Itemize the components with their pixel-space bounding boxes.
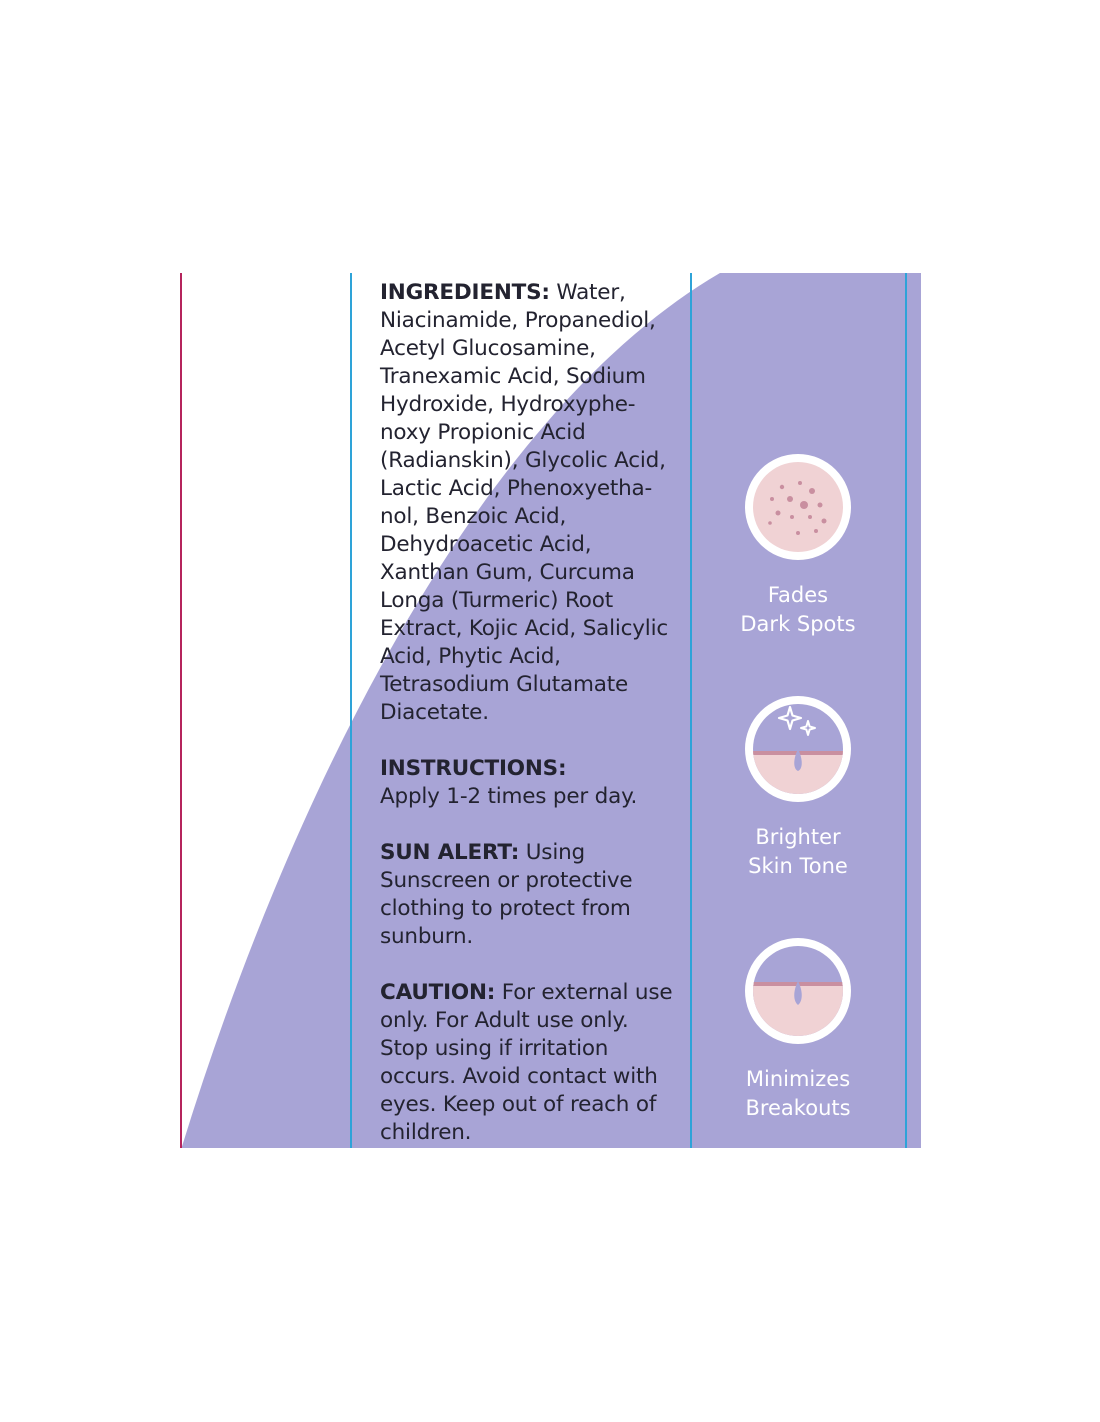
benefit-caption: Minimizes Breakouts <box>745 1067 851 1120</box>
benefit-minimizes-breakouts <box>740 935 856 1123</box>
instructions-text: Apply 1-2 times per day. <box>380 784 638 809</box>
ingredients-text: Water, Niacinamide, Propanediol, Acetyl Glucosamine, Tranexamic Acid, Sodium Hydroxide, Hydroxyphe-noxy Propionic Acid (Radianskin), Glycolic Acid, Lactic Acid, Phenoxyetha-nol, Benzoic Acid, Dehydroacetic Acid, Xanthan Gum, Curcuma Longa (Turmeric) Root Extract, Kojic Acid, Salicylic Acid, Phytic Acid, Tetrasodium Glutamate Diacetate. <box>380 280 668 725</box>
ingredients-label: INGREDIENTS: <box>380 280 550 305</box>
instructions-section <box>380 755 680 811</box>
sun-alert-text: Using Sunscreen or protective clothing to protect from sunburn. <box>380 840 633 949</box>
pore-icon <box>742 935 854 1047</box>
trim-line-left <box>180 273 182 1148</box>
ingredients-section <box>380 279 680 727</box>
sun-alert-label: SUN ALERT: <box>380 840 520 865</box>
product-label-panel <box>180 273 921 1148</box>
benefit-fades-dark-spots <box>740 451 856 639</box>
fold-line-1 <box>350 273 352 1148</box>
benefit-brighter-skin-tone <box>740 693 856 881</box>
fold-line-3 <box>905 273 907 1148</box>
fold-line-2 <box>690 273 692 1148</box>
instructions-label: INSTRUCTIONS: <box>380 756 567 781</box>
sparkle-skin-icon <box>742 693 854 805</box>
benefit-caption: Fades Dark Spots <box>740 583 856 636</box>
caution-text: For external use only. For Adult use only. Stop using if irritation occurs. Avoid contact with eyes. Keep out of reach of children. <box>380 980 673 1145</box>
dark-spots-icon <box>742 451 854 563</box>
caution-section <box>380 979 680 1147</box>
label-text-column <box>380 279 680 1148</box>
benefit-caption: Brighter Skin Tone <box>748 825 848 878</box>
sun-alert-section <box>380 839 680 951</box>
caution-label: CAUTION: <box>380 980 496 1005</box>
